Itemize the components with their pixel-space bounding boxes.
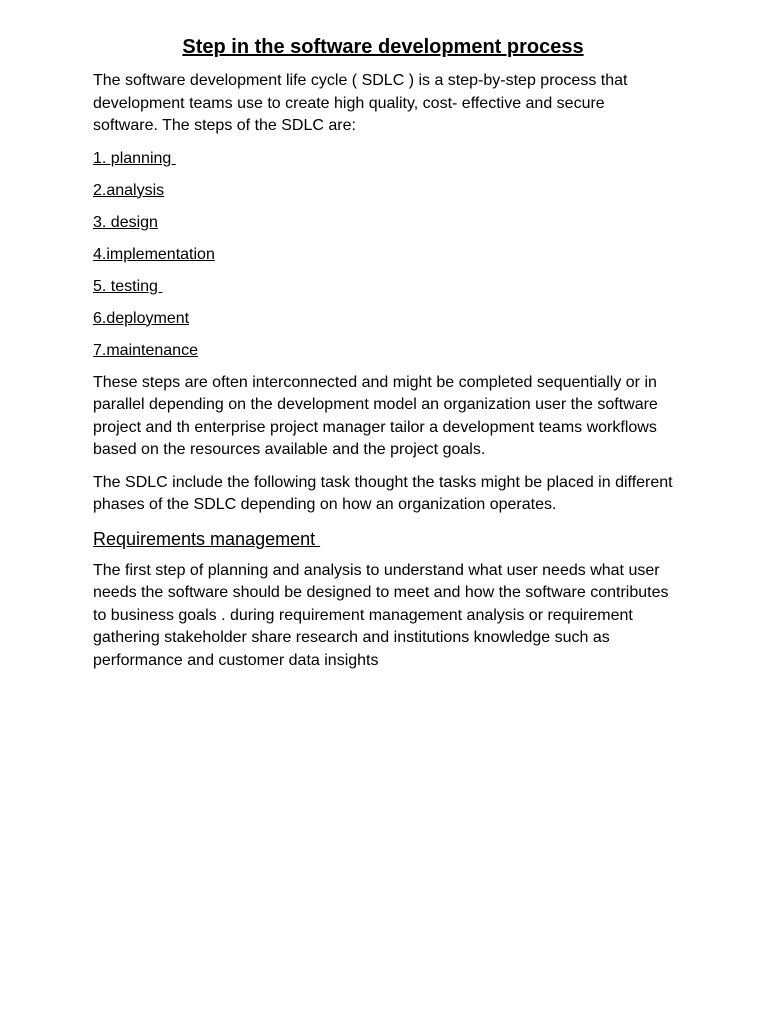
requirements-paragraph: The first step of planning and analysis to understand what user needs what user needs the software should be designed to meet and how the software contributes to business goals . during requirement management analysis or requirement gathering stakeholder share research and institutions knowledge such as performance and customer data insights (93, 561, 669, 669)
step-item-planning: 1. planning (93, 149, 176, 167)
step-item-maintenance: 7.maintenance (93, 341, 198, 359)
step-item-deployment: 6.deployment (93, 309, 190, 327)
intro-paragraph: The software development life cycle ( SDLC ) is a step-by-step process that development teams use to create high quality, cost- effective and secure software. The steps of the SDLC are: (93, 72, 628, 134)
step-item-implementation: 4.implementation (93, 245, 215, 263)
step-item-design: 3. design (93, 213, 158, 231)
section-heading-requirements: Requirements management (93, 528, 321, 549)
interconnected-steps-paragraph: These steps are often interconnected and might be completed sequentially or in parallel depending on the development model an organization user the software project and th enterprise project manager tailor a development teams workflows based on the resources available and the project goals. (93, 373, 658, 458)
document-page (93, 34, 673, 682)
sdlc-tasks-paragraph: The SDLC include the following task thought the tasks might be placed in different phases of the SDLC depending on how an organization operates. (93, 473, 673, 513)
document-title: Step in the software development process (182, 36, 584, 58)
step-item-analysis: 2.analysis (93, 181, 165, 199)
step-item-testing: 5. testing (93, 277, 163, 295)
